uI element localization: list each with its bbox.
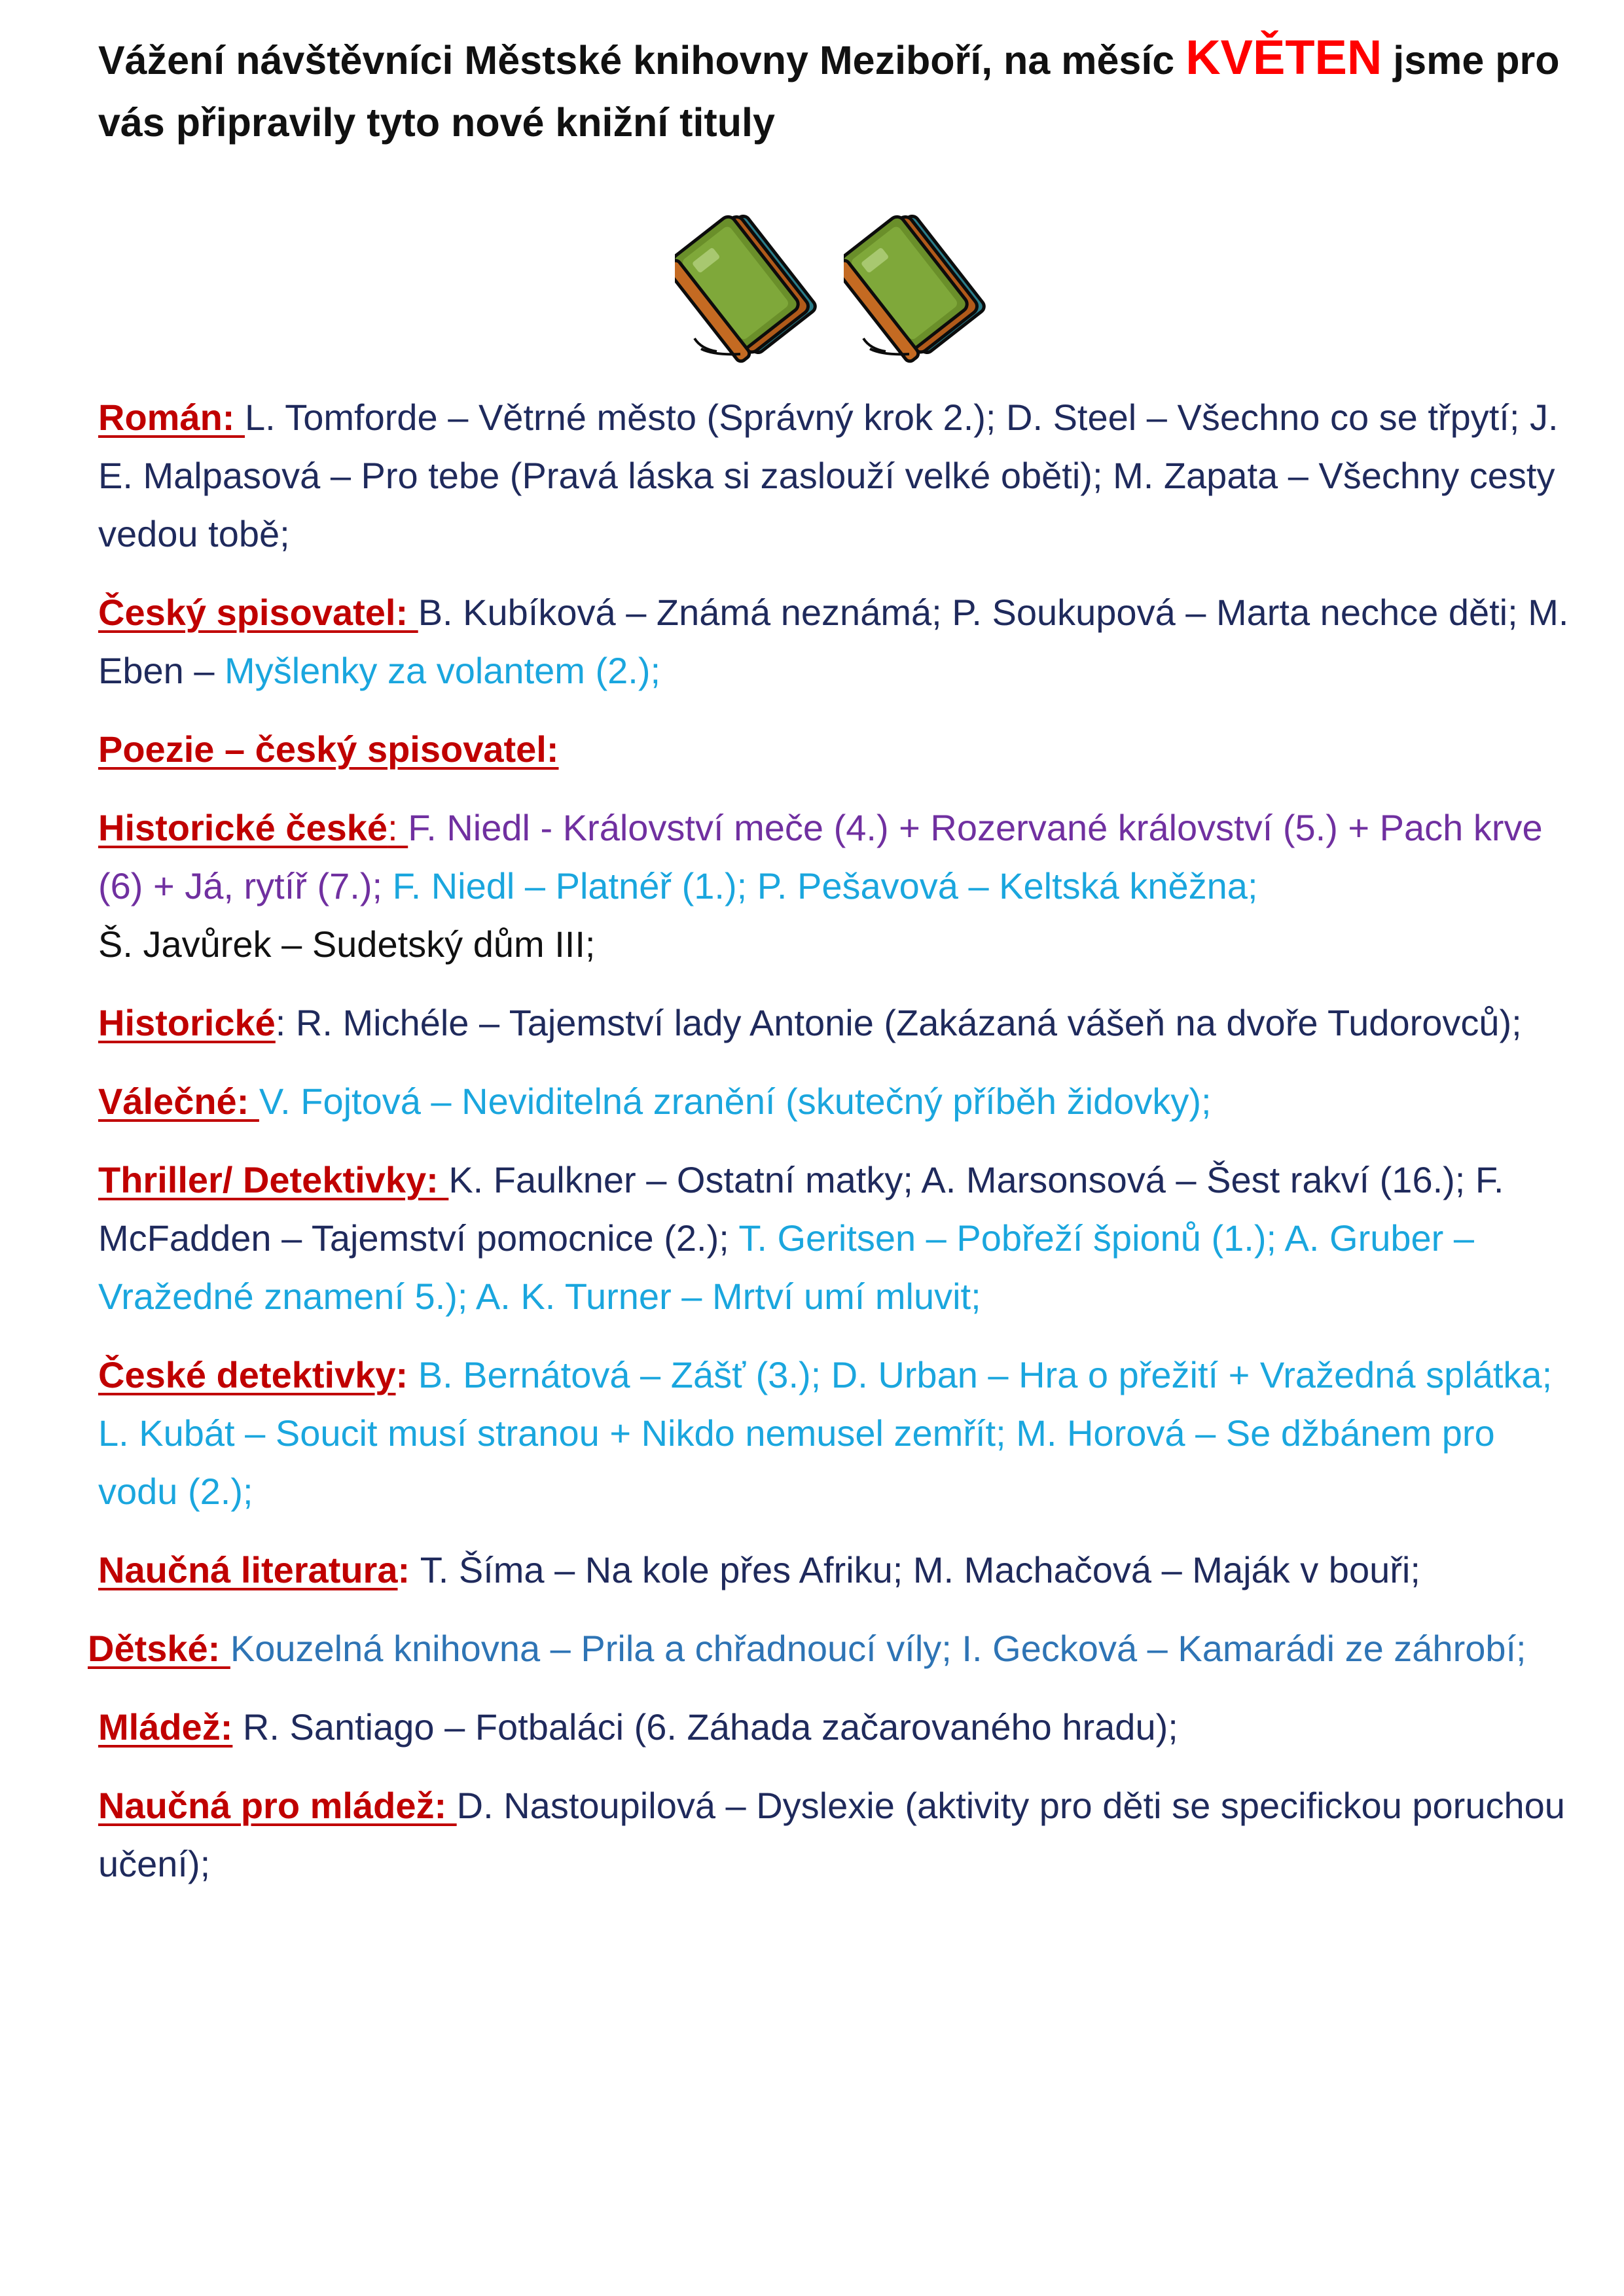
entry-valecne xyxy=(98,1072,1578,1130)
entry-historicke xyxy=(98,994,1578,1052)
title-list xyxy=(88,388,1578,1893)
entry-text: Kouzelná knihovna – Prila a chřadnoucí víly; I. Gecková – Kamarádi ze záhrobí; xyxy=(230,1628,1526,1669)
book-icon xyxy=(844,200,1001,370)
entry-text: R. Santiago – Fotbaláci (6. Záhada začarovaného hradu); xyxy=(232,1706,1178,1748)
category-label: Mládež: xyxy=(98,1706,233,1748)
category-label: Naučná pro mládež: xyxy=(98,1785,457,1826)
entry-text-purple: F. Niedl - Království meče (4.) + Rozervané království (5.) + Pach krve (6) + Já, rytíř (7.); xyxy=(98,807,1543,906)
entry-naucna-pro-mladez xyxy=(98,1776,1578,1893)
category-label: České detektivky xyxy=(98,1354,396,1395)
entry-text-highlight: T. Geritsen – Pobřeží špionů (1.); A. Gruber – Vražedné znamení 5.); A. K. Turner – Mrtví umí mluvit; xyxy=(98,1217,1474,1317)
page-title xyxy=(98,26,1578,154)
book-icon xyxy=(675,200,832,370)
category-label: Poezie – český spisovatel: xyxy=(98,728,559,770)
category-label: Thriller/ Detektivky: xyxy=(98,1159,449,1200)
category-label: Dětské: xyxy=(88,1628,230,1669)
entry-text-highlight: V. Fojtová – Neviditelná zranění (skutečný příběh židovky); xyxy=(259,1081,1212,1122)
category-label: Román: xyxy=(98,397,245,438)
entry-detske xyxy=(88,1619,1578,1677)
category-label: Naučná literatura xyxy=(98,1549,398,1590)
entry-text: D. Nastoupilová – Dyslexie (aktivity pro děti se specifickou poruchou učení); xyxy=(98,1785,1565,1884)
entry-roman xyxy=(98,388,1578,563)
category-colon: : xyxy=(397,1549,420,1590)
entry-text: L. Tomforde – Větrné město (Správný krok 2.); D. Steel – Všechno co se třpytí; J. E. Malpasová – Pro tebe (Pravá láska si zaslouží velké oběti); M. Zapata – Všechny cesty vedou tobě; xyxy=(98,397,1559,554)
category-label: Historické české xyxy=(98,807,388,848)
entry-text: Š. Javůrek – Sudetský dům III; xyxy=(98,924,596,965)
entry-poezie xyxy=(98,720,1578,778)
category-colon: : xyxy=(388,807,408,848)
title-part2: jsme pro vás připravily tyto nové knižní tituly xyxy=(98,38,1560,145)
entry-mladez xyxy=(98,1698,1578,1756)
entry-text-highlight: F. Niedl – Platnéř (1.); P. Pešavová – Keltská kněžna; xyxy=(392,865,1258,906)
entry-cesky-spisovatel xyxy=(98,583,1578,700)
entry-text: T. Šíma – Na kole přes Afriku; M. Machačová – Maják v bouři; xyxy=(420,1549,1420,1590)
title-part1: Vážení návštěvníci Městské knihovny Meziboří, na měsíc xyxy=(98,38,1186,82)
category-label: Český spisovatel: xyxy=(98,592,418,633)
entry-naucna-literatura xyxy=(98,1541,1578,1599)
entry-text: K. Faulkner – Ostatní matky; A. Marsonsová – Šest rakví (16.); F. McFadden – Tajemství pomocnice (2.); xyxy=(98,1159,1504,1259)
entry-thriller xyxy=(98,1151,1578,1325)
document-page xyxy=(88,26,1578,1913)
entry-text: : R. Michéle – Tajemství lady Antonie (Zakázaná vášeň na dvoře Tudorovců); xyxy=(275,1002,1522,1043)
category-label: Historické xyxy=(98,1002,276,1043)
entry-historicke-ceske xyxy=(98,798,1578,973)
entry-ceske-detektivky xyxy=(98,1346,1578,1520)
entry-text: B. Kubíková – Známá neznámá; P. Soukupová – Marta nechce děti; M. Eben – xyxy=(98,592,1569,691)
category-colon: : xyxy=(395,1354,418,1395)
entry-text-highlight: B. Bernátová – Zášť (3.); D. Urban – Hra o přežití + Vražedná splátka; L. Kubát – Soucit musí stranou + Nikdo nemusel zemřít; M. Horová – Se džbánem pro vodu (2.); xyxy=(98,1354,1553,1512)
category-label: Válečné: xyxy=(98,1081,259,1122)
month-highlight: KVĚTEN xyxy=(1185,30,1382,84)
entry-text-highlight: Myšlenky za volantem (2.); xyxy=(225,650,661,691)
books-illustration xyxy=(98,200,1578,370)
